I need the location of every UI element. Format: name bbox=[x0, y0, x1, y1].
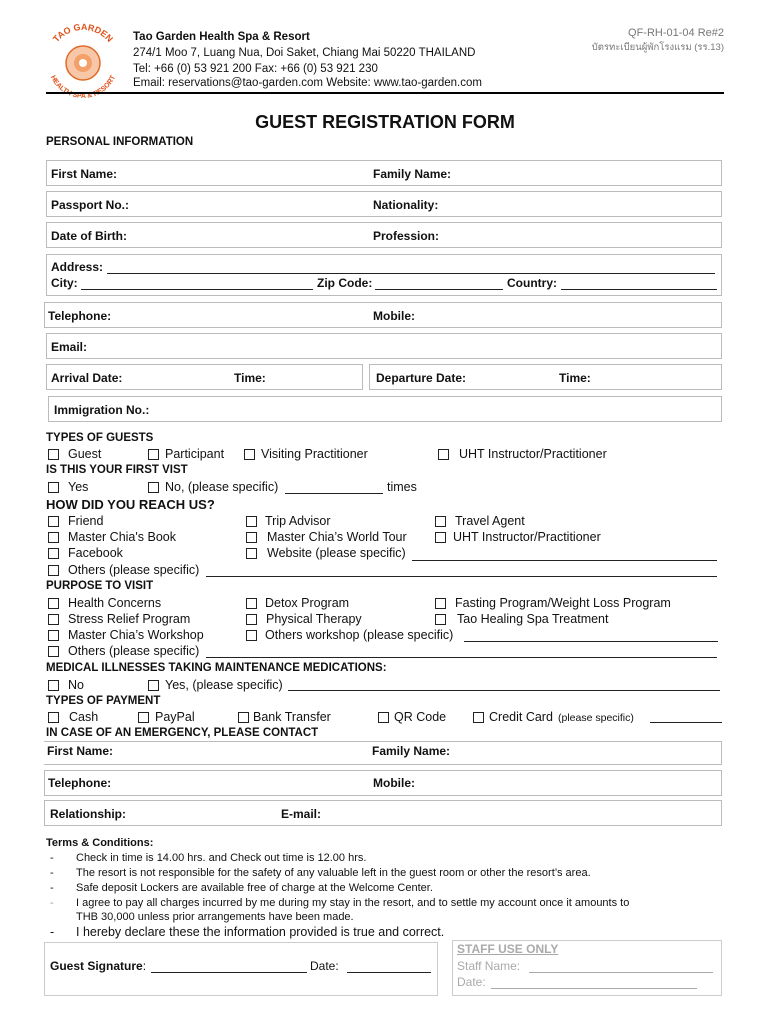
reach-others-option: Others (please specific) bbox=[68, 563, 200, 577]
guest-option: Guest bbox=[68, 447, 102, 461]
website-line[interactable] bbox=[412, 560, 717, 561]
name-row bbox=[46, 160, 722, 186]
terms-item-text: THB 30,000 unless prior arrangements have been made. bbox=[76, 911, 354, 923]
email-label: Email: bbox=[51, 340, 88, 354]
chia-book-checkbox[interactable] bbox=[48, 532, 59, 543]
health-concerns-checkbox[interactable] bbox=[48, 598, 59, 609]
staff-date-label: Date: bbox=[457, 975, 486, 989]
first-visit-heading: IS THIS YOUR FIRST VIST bbox=[46, 464, 188, 476]
credit-card-option: Credit Card bbox=[489, 710, 553, 724]
stress-relief-option: Stress Relief Program bbox=[68, 612, 191, 626]
guest-signature-label: Guest Signature: bbox=[50, 959, 147, 973]
city-label: City: bbox=[51, 276, 78, 290]
payment-heading: TYPES OF PAYMENT bbox=[46, 695, 161, 707]
staff-name-label: Staff Name: bbox=[457, 959, 521, 973]
friend-checkbox[interactable] bbox=[48, 516, 59, 527]
telephone-row bbox=[44, 302, 722, 328]
address-line[interactable] bbox=[107, 273, 715, 274]
physical-therapy-option: Physical Therapy bbox=[266, 612, 362, 626]
medical-line[interactable] bbox=[288, 690, 720, 691]
reach-heading: HOW DID YOU REACH US? bbox=[46, 497, 215, 512]
bank-transfer-checkbox[interactable] bbox=[238, 712, 249, 723]
purpose-heading: PURPOSE TO VISIT bbox=[46, 580, 154, 592]
facebook-option: Facebook bbox=[68, 546, 123, 560]
svg-text:HEALTH SPA & RESORT: HEALTH SPA & RESORT bbox=[48, 74, 118, 101]
fasting-option: Fasting Program/Weight Loss Program bbox=[455, 596, 671, 610]
svg-text:TAO GARDEN: TAO GARDEN bbox=[50, 21, 115, 45]
zip-line[interactable] bbox=[375, 289, 503, 290]
emergency-telephone-label: Telephone: bbox=[48, 776, 112, 790]
friend-option: Friend bbox=[68, 514, 104, 528]
immigration-label: Immigration No.: bbox=[54, 403, 150, 417]
telephone-label: Telephone: bbox=[48, 309, 112, 323]
first-name-label: First Name: bbox=[51, 167, 118, 181]
qr-code-option: QR Code bbox=[394, 710, 447, 724]
form-title: GUEST REGISTRATION FORM bbox=[255, 112, 515, 132]
zip-label: Zip Code: bbox=[317, 276, 373, 290]
others-workshop-option: Others workshop (please specific) bbox=[265, 628, 454, 642]
terms-heading: Terms & Conditions: bbox=[46, 837, 154, 849]
medical-yes: Yes, (please specific) bbox=[165, 678, 283, 692]
purpose-others-line[interactable] bbox=[206, 657, 717, 658]
chia-workshop-checkbox[interactable] bbox=[48, 630, 59, 641]
chia-book-option: Master Chia's Book bbox=[68, 530, 176, 544]
emergency-heading: IN CASE OF AN EMERGENCY, PLEASE CONTACT bbox=[46, 727, 319, 739]
birth-row bbox=[46, 222, 722, 248]
departure-box bbox=[369, 364, 722, 390]
trip-advisor-checkbox[interactable] bbox=[246, 516, 257, 527]
others-workshop-checkbox[interactable] bbox=[246, 630, 257, 641]
purpose-others-option: Others (please specific) bbox=[68, 644, 200, 658]
arrival-box bbox=[46, 364, 363, 390]
website-option: Website (please specific) bbox=[267, 546, 406, 560]
detox-option: Detox Program bbox=[265, 596, 350, 610]
facebook-checkbox[interactable] bbox=[48, 548, 59, 559]
family-name-label: Family Name: bbox=[373, 167, 452, 181]
staff-date-line[interactable] bbox=[491, 988, 697, 989]
visit-times-line[interactable] bbox=[285, 493, 383, 494]
terms-item-text: Check in time is 14.00 hrs. and Check out time is 12.00 hrs. bbox=[76, 852, 367, 864]
reach-others-checkbox[interactable] bbox=[48, 565, 59, 576]
visiting-practitioner-option: Visiting Practitioner bbox=[261, 447, 368, 461]
medical-no: No bbox=[68, 678, 84, 692]
country-label: Country: bbox=[507, 276, 557, 290]
healing-spa-checkbox[interactable] bbox=[435, 614, 446, 625]
emergency-name-row bbox=[44, 741, 722, 765]
world-tour-checkbox[interactable] bbox=[246, 532, 257, 543]
immigration-row bbox=[48, 396, 722, 422]
departure-time-label: Time: bbox=[559, 371, 591, 385]
reach-uht-option: UHT Instructor/Practitioner bbox=[453, 530, 601, 544]
company-address: 274/1 Moo 7, Luang Nua, Doi Saket, Chiang Mai 50220 THAILAND bbox=[133, 47, 476, 59]
cash-option: Cash bbox=[69, 710, 99, 724]
participant-option: Participant bbox=[165, 447, 225, 461]
reach-uht-checkbox[interactable] bbox=[435, 532, 446, 543]
medical-heading: MEDICAL ILLNESSES TAKING MAINTENANCE MEDICATIONS: bbox=[46, 662, 387, 674]
company-phone: Tel: +66 (0) 53 921 200 Fax: +66 (0) 53 921 230 bbox=[133, 63, 378, 75]
stress-relief-checkbox[interactable] bbox=[48, 614, 59, 625]
signature-date-line[interactable] bbox=[347, 972, 431, 973]
signature-line[interactable] bbox=[151, 972, 307, 973]
terms-item-text: Safe deposit Lockers are available free of charge at the Welcome Center. bbox=[76, 882, 433, 894]
address-label: Address: bbox=[51, 260, 104, 274]
travel-agent-option: Travel Agent bbox=[455, 514, 525, 528]
first-visit-no-checkbox[interactable] bbox=[148, 482, 159, 493]
guest-signature-text: Guest Signature bbox=[50, 959, 143, 973]
dob-label: Date of Birth: bbox=[51, 229, 127, 243]
passport-label: Passport No.: bbox=[51, 198, 130, 212]
arrival-label: Arrival Date: bbox=[51, 371, 123, 385]
detox-checkbox[interactable] bbox=[246, 598, 257, 609]
emergency-mobile-label: Mobile: bbox=[373, 776, 415, 790]
form-code-thai: บัตรทะเบียนผู้พักโรงแรม (รร.13) bbox=[591, 42, 724, 53]
staff-box bbox=[452, 940, 722, 996]
city-line[interactable] bbox=[81, 289, 313, 290]
uht-instructor-option: UHT Instructor/Practitioner bbox=[459, 447, 607, 461]
arrival-time-label: Time: bbox=[234, 371, 266, 385]
terms-item-text: The resort is not responsible for the safety of any valuable left in the guest room or other the resort’s area. bbox=[76, 867, 591, 879]
visiting-practitioner-checkbox[interactable] bbox=[244, 449, 255, 460]
credit-card-line[interactable] bbox=[650, 722, 722, 723]
paypal-option: PayPal bbox=[155, 710, 195, 724]
emergency-relationship-row bbox=[44, 800, 722, 826]
purpose-others-checkbox[interactable] bbox=[48, 646, 59, 657]
email-row bbox=[46, 333, 722, 359]
form-code: QF-RH-01-04 Re#2 bbox=[628, 27, 724, 39]
mobile-label: Mobile: bbox=[373, 309, 415, 323]
first-visit-yes-checkbox[interactable] bbox=[48, 482, 59, 493]
trip-advisor-option: Trip Advisor bbox=[265, 514, 331, 528]
guest-checkbox[interactable] bbox=[48, 449, 59, 460]
chia-workshop-option: Master Chia’s Workshop bbox=[68, 628, 204, 642]
healing-spa-option: Tao Healing Spa Treatment bbox=[457, 612, 609, 626]
travel-agent-checkbox[interactable] bbox=[435, 516, 446, 527]
company-email: Email: reservations@tao-garden.com Website: www.tao-garden.com bbox=[133, 77, 482, 89]
address-box bbox=[46, 254, 722, 296]
visit-times-label: times bbox=[387, 480, 417, 494]
departure-label: Departure Date: bbox=[376, 371, 467, 385]
bank-transfer-option: Bank Transfer bbox=[253, 710, 331, 724]
emergency-email-label: E-mail: bbox=[281, 807, 322, 821]
uht-instructor-checkbox[interactable] bbox=[438, 449, 449, 460]
terms-item-text: I agree to pay all charges incurred by me during my stay in the resort, and to settle my account once it amounts to bbox=[76, 897, 630, 909]
emergency-family-name-label: Family Name: bbox=[372, 744, 451, 758]
credit-card-note: (please specific) bbox=[558, 712, 634, 724]
country-line[interactable] bbox=[561, 289, 717, 290]
health-concerns-option: Health Concerns bbox=[68, 596, 162, 610]
reach-others-line[interactable] bbox=[206, 576, 717, 577]
declaration-text: I hereby declare these the information provided is true and correct. bbox=[76, 925, 445, 939]
staff-heading: STAFF USE ONLY bbox=[457, 942, 559, 956]
fasting-checkbox[interactable] bbox=[435, 598, 446, 609]
relationship-label: Relationship: bbox=[50, 807, 127, 821]
emergency-phone-row bbox=[44, 770, 722, 796]
website-checkbox[interactable] bbox=[246, 548, 257, 559]
others-workshop-line[interactable] bbox=[464, 641, 718, 642]
first-visit-yes: Yes bbox=[68, 480, 89, 494]
credit-card-checkbox[interactable] bbox=[473, 712, 484, 723]
paypal-checkbox[interactable] bbox=[138, 712, 149, 723]
medical-no-checkbox[interactable] bbox=[48, 680, 59, 691]
physical-therapy-checkbox[interactable] bbox=[246, 614, 257, 625]
first-visit-no: No, (please specific) bbox=[165, 480, 279, 494]
header-rule bbox=[46, 92, 724, 94]
personal-section-title: PERSONAL INFORMATION bbox=[46, 136, 194, 148]
passport-row bbox=[46, 191, 722, 217]
profession-label: Profession: bbox=[373, 229, 440, 243]
medical-yes-checkbox[interactable] bbox=[148, 680, 159, 691]
signature-date-label: Date: bbox=[310, 959, 339, 973]
guest-types-heading: TYPES OF GUESTS bbox=[46, 432, 154, 444]
company-name: Tao Garden Health Spa & Resort bbox=[133, 31, 310, 43]
cash-checkbox[interactable] bbox=[48, 712, 59, 723]
world-tour-option: Master Chia’s World Tour bbox=[267, 530, 407, 544]
signature-box bbox=[44, 942, 438, 996]
emergency-first-name-label: First Name: bbox=[47, 744, 114, 758]
nationality-label: Nationality: bbox=[373, 198, 439, 212]
qr-code-checkbox[interactable] bbox=[378, 712, 389, 723]
participant-checkbox[interactable] bbox=[148, 449, 159, 460]
staff-name-line[interactable] bbox=[529, 972, 713, 973]
